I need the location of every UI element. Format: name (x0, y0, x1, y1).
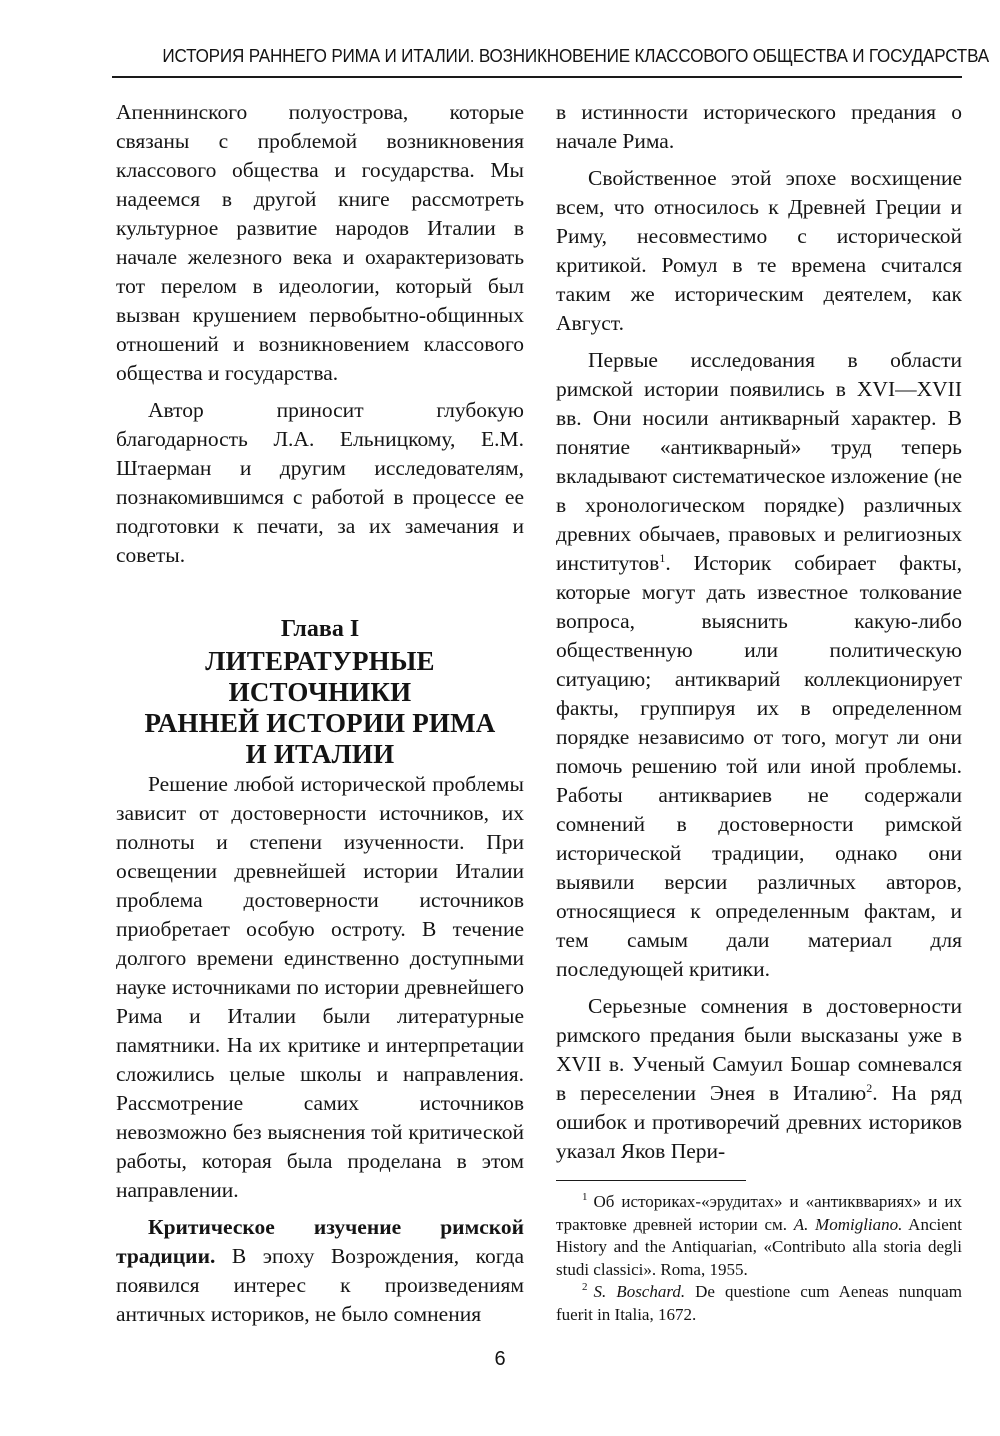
right-paragraph-3 (556, 346, 962, 984)
right-paragraph-3-part-a: Первые исследования в области римской истории появились в XVI—XVII вв. Они носили антикварный характер. В понятие «антикварный» труд теперь вкладывают систематическое изложение (не в хронологическом порядке) различных древних обычаев, правовых и религиозных институтов (556, 348, 963, 575)
left-paragraph-acknowledgement: Автор приносит глубокую благодарность Л.А. Ельницкому, Е.М. Штаерман и другим исследователям, познакомившимся с работой в процессе ее подготовки к печати, за их замечания и советы. (116, 398, 524, 567)
footnote-1 (556, 1191, 962, 1281)
left-paragraph-3: Решение любой исторической проблемы зависит от достоверности источников, их полноты и степени изученности. При освещении древнейшей истории Италии проблема достоверности источников приобретает особую остроту. В течение долгого времени единственно доступными науке источниками по истории древнейшего Рима и Италии были литературные памятники. На их критике и интерпретации сложились целые школы и направления. Рассмотрение самих источников невозможно без выяснения той критической работы, которая была проделана в этом направлении. (116, 772, 524, 1202)
right-paragraph-4-part-b: . На ряд ошибок и противоречий древних историков указал Яков Пери- (556, 1081, 962, 1163)
footnote-1-author: A. Momigliano. (793, 1214, 903, 1234)
footnote-1-mark: 1 (582, 1191, 588, 1204)
footnote-2-author: S. Boschard. (593, 1282, 686, 1301)
left-paragraph-4 (116, 1213, 524, 1329)
right-paragraph-3-part-b: . Историк собирает факты, которые могут дать известное толкование вопроса, выяснить какую-либо общественную или политическую ситуацию; антикварий коллекционирует факты, группируя их в определенном порядке независимо от того, могут ли они помочь решению той или иной проблемы. Работы антиквариев не содержали сомнений в достоверности римской исторической традиции, однако они выявили версии различных авторов, относящиеся к определенным фактам, и тем самым дали материал для последующей критики. (556, 551, 962, 981)
running-head: ИСТОРИЯ РАННЕГО РИМА И ИТАЛИИ. ВОЗНИКНОВЕНИЕ КЛАССОВОГО ОБЩЕСТВА И ГОСУДАРСТВА (162, 46, 989, 66)
right-paragraph-1: в истинности исторического предания о начале Рима. (556, 100, 962, 153)
footnote-rule (556, 1180, 746, 1181)
chapter-number: Глава I (280, 616, 360, 642)
footnote-2-mark: 2 (582, 1281, 588, 1294)
header-rule (112, 76, 962, 78)
chapter-title-line-2: ИСТОЧНИКИ (228, 677, 412, 707)
right-paragraph-2: Свойственное этой эпохе восхищение всем, что относилось к Древней Греции и Риму, несовместимо с исторической критикой. Ромул в те времена считался таким же историческим деятелем, как Август. (556, 166, 962, 335)
right-paragraph-4-part-a: Серьезные сомнения в достоверности римского предания были высказаны уже в XVII в. Ученый Самуил Бошар сомневался в переселении Энея в Италию (556, 994, 962, 1105)
right-column (556, 98, 962, 1326)
left-column (116, 98, 524, 1329)
chapter-heading (116, 614, 524, 770)
footnote-1-citation: Ancient History and the Antiquarian, «Contributo alla storia degli studi classici». Roma, 1955. (556, 1214, 962, 1279)
chapter-title-line-3: РАННЕЙ ИСТОРИИ РИМА (144, 708, 496, 738)
left-paragraph-4-text: В эпоху Возрождения, когда появился интерес к произведениям античных историков, не было сомнения (116, 1244, 524, 1326)
footnote-2-citation: De questione cum Aeneas nunquam fuerit in Italia, 1672. (556, 1282, 962, 1324)
footnote-1-text: Об историках-«эрудитах» и «антикввариях» и их трактовке древней истории см. (556, 1192, 962, 1234)
right-paragraph-4 (556, 992, 962, 1166)
footnote-2 (556, 1281, 962, 1326)
left-paragraph-1: Апеннинского полуострова, которые связаны с проблемой возникновения классового общества и государства. Мы надеемся в другой книге рассмотреть культурное развитие народов Италии в начале железного века и охарактеризовать тот перелом в идеологии, который был вызван крушением первобытно-общинных отношений и возникновением классового общества и государства. (116, 100, 524, 385)
chapter-title-line-1: ЛИТЕРАТУРНЫЕ (205, 646, 435, 676)
page-number: 6 (494, 1348, 506, 1370)
section-subheading: Критическое изучение римской традиции. (116, 1215, 524, 1268)
footnote-ref-1: 1 (659, 550, 666, 565)
chapter-title (116, 646, 524, 770)
footnote-ref-2: 2 (866, 1080, 873, 1095)
chapter-title-line-4: И ИТАЛИИ (245, 739, 395, 769)
